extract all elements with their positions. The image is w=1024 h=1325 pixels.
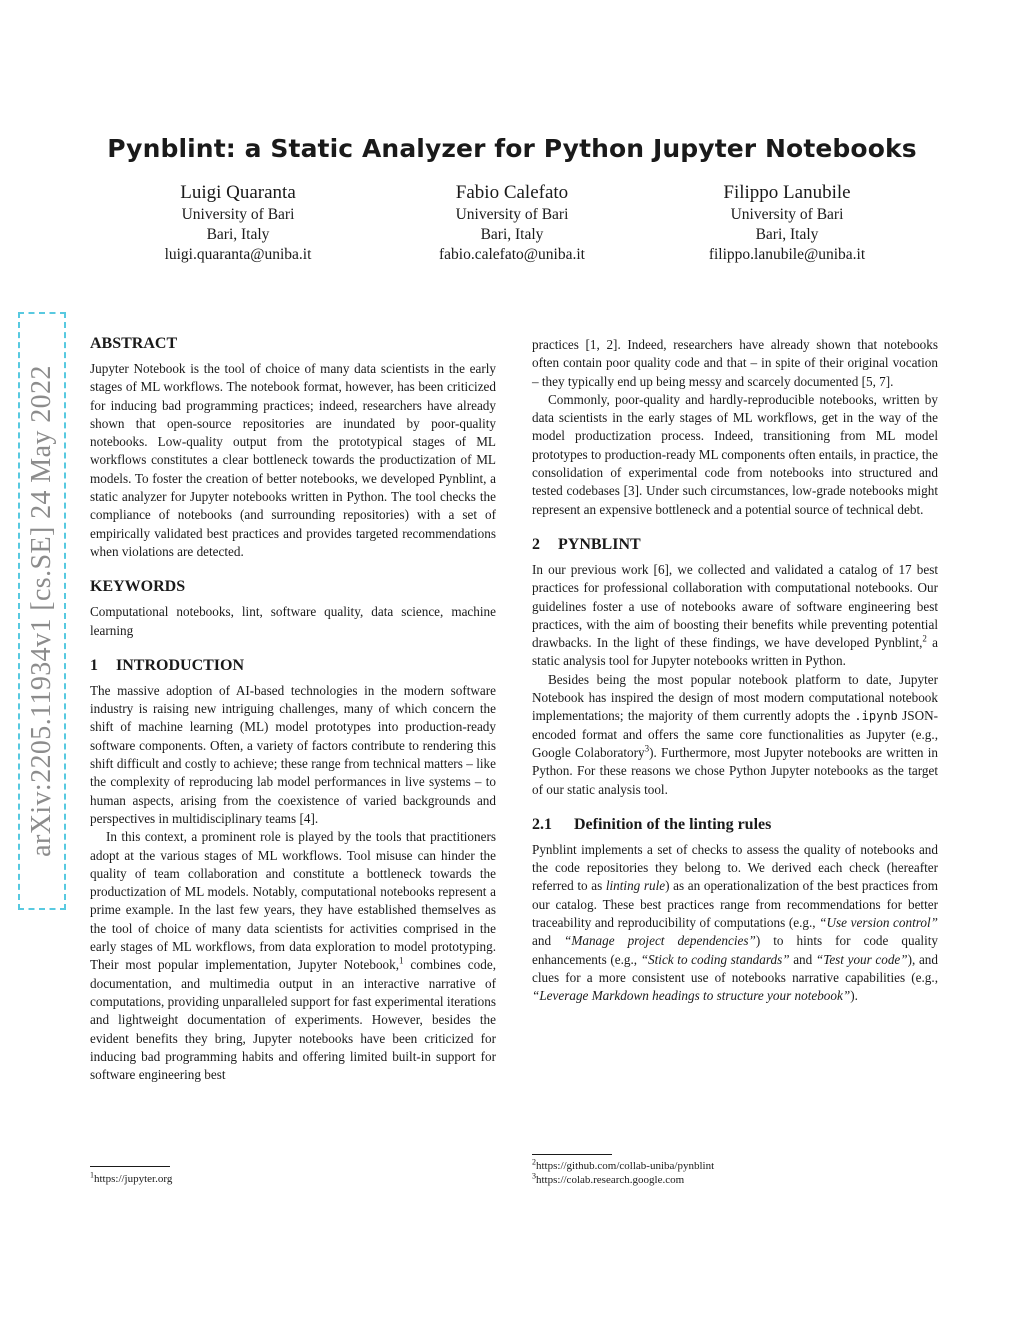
text-run: ), and clues for a more consistent use of notebooks narrative capabilities (e.g., [532,951,938,985]
arxiv-stamp-text: arXiv:2205.11934v1 [cs.SE] 24 May 2022 [26,365,58,857]
text-run: and [789,951,816,967]
emphasis: “Stick to coding standards” [640,951,790,967]
section-number: 2.1 [532,815,552,833]
author-block [88,181,388,265]
text-run: ) as an operationalization of the best practices from our catalog. These best practices range from recommendations for better traceability and reproducibility of computations (e.g., [532,878,939,931]
author-location: Bari, Italy [206,226,270,243]
footnote-ref[interactable]: 1 [399,955,404,966]
intro-paragraph-2 [90,828,496,1084]
text-run: Pynblint implements a set of checks to assess the quality of notebooks and the code repositories they belong to. We derived each check (hereafter referred to as [532,841,938,894]
section-title: PYNBLINT [558,535,641,553]
intro-paragraph-4: Commonly, poor-quality and hardly-reproducible notebooks, written by data scientists in the early stages of ML workflows, get in the way of the model productization process. Indeed, transitioning from ML model prototypes to production-ready ML components often entails, in practice, the consolidation of experimental code from notebooks into structured and tested codebases [3]. Under such circumstances, low-grade notebooks might represent an expensive bottleneck and a potential source of technical debt. [532,391,938,517]
footnote-divider [90,1166,170,1167]
footnote-mark: 3 [532,1171,536,1181]
section-number: 1 [90,656,98,674]
intro-paragraph-1: The massive adoption of AI-based technologies in the modern software industry is raising new intriguing challenges, many of which concern the shift of machine learning (ML) model prototypes into production-ready software components. Often, a variety of factors contribute to rendering this shift difficult and costly to achieve; these range from technical matters – like the complexity of reproducing lab model performances in live systems – to human aspects, arising from the coexistence of varied backgrounds and perspectives in multidisciplinary teams [4]. [90,682,496,826]
intro-heading [90,656,496,676]
author-name: Luigi Quaranta [180,182,296,203]
section-title: INTRODUCTION [116,656,245,674]
inline-code: .ipynb [854,709,898,724]
footnote-ref[interactable]: 2 [922,633,927,644]
author-email[interactable]: filippo.lanubile@uniba.it [708,246,866,263]
paper-title: Pynblint: a Static Analyzer for Python Jupyter Notebooks [107,134,917,163]
right-column [532,336,938,1006]
rules-heading [532,815,938,835]
author-email[interactable]: fabio.calefato@uniba.it [439,246,585,263]
text-run: Besides being the most popular notebook platform to date, Jupyter Notebook has inspired the design of most modern computational notebook implementations; the majority of them currently adopts the [532,671,938,724]
footnote-mark: 2 [532,1157,536,1167]
author-email[interactable]: luigi.quaranta@uniba.it [164,246,312,263]
author-affiliation: University of Bari [181,206,295,223]
author-location: Bari, Italy [755,226,819,243]
abstract-heading: ABSTRACT [90,335,178,352]
text-run: In our previous work [6], we collected and validated a catalog of 17 best practices for professional collaboration with computational notebooks. Our guidelines foster a use of notebooks aware of software engineering best practices, with the aim of boosting their benefits while preventing potential drawbacks. In the light of these findings, we have developed Pynblint, [532,561,938,651]
footnote-url[interactable]: https://jupyter.org [94,1173,173,1185]
text-run: ). [850,988,858,1004]
text-run: combines code, documentation, and multimedia output in an interactive narrative of computations, providing unparalleled support for fast experimental iterations and lightweight documentation of experiments. However, besides the evident benefits they bring, Jupyter notebooks have been criticized for inducing bad programming habits and offering limited built-in support for software engineering best [90,957,497,1083]
author-location: Bari, Italy [480,226,544,243]
left-column [90,334,496,1084]
rules-paragraph [532,841,938,1006]
author-affiliation: University of Bari [730,206,844,223]
text-run: ). Furthermore, most Jupyter notebooks are written in Python. For these reasons we chose Python Jupyter notebooks as the target of our static analysis tool. [532,744,939,797]
footnote-ref[interactable]: 3 [644,743,650,754]
pynblint-heading [532,535,938,555]
author-name: Filippo Lanubile [723,182,851,203]
text-run: In this context, a prominent role is played by the tools that practitioners adopt at the various stages of ML workflows. Tool misuse can hinder the quality of team collaboration and constitute a bottleneck towards the productization of ML models. Notably, computational notebooks represent a prime example. In the last few years, they have established themselves as the tool of choice of many data scientists for activities comprised in the early stages of ML workflows, from data exploration to model prototyping. Their most popular implementation, Jupyter Notebook, [90,829,496,973]
footnote-divider [532,1154,612,1155]
footnote-url[interactable]: https://colab.research.google.com [536,1174,685,1186]
author-affiliation: University of Bari [455,206,569,223]
text-run: a static analysis tool for Jupyter notebooks written in Python. [532,635,938,669]
author-block [362,181,662,265]
emphasis: “Manage project dependencies” [564,933,756,949]
abstract-text: Jupyter Notebook is the tool of choice of many data scientists in the early stages of ML workflows. The notebook format, however, has been criticized for inducing bad programming practices; indeed, researchers have already shown that open-source repositories are inundated by poor-quality notebooks. Low-quality output from the prototypical stages of ML workflows constitutes a clear bottleneck towards the productization of ML models. To foster the creation of better notebooks, we developed Pynblint, a static analyzer for Jupyter notebooks written in Python. The tool checks the compliance of notebooks (and surrounding repositories) with a set of empirically validated best practices and provides targeted recommendations when violations are detected. [90,361,496,559]
intro-paragraph-3: practices [1, 2]. Indeed, researchers have already shown that notebooks often contain poor quality code and that – in spite of their original vocation – they typically end up being messy and scarcely documented [5, 7]. [532,337,938,389]
pynblint-paragraph-1 [532,561,938,671]
section-title: Definition of the linting rules [574,815,772,833]
keywords-text: Computational notebooks, lint, software quality, data science, machine learning [90,604,496,638]
pynblint-paragraph-2 [532,671,938,799]
emphasis: linting rule [605,878,666,894]
keywords-heading: KEYWORDS [90,578,186,596]
footnote-url[interactable]: https://github.com/collab-uniba/pynblint [536,1160,715,1172]
section-number: 2 [532,535,540,553]
author-block [637,181,937,265]
emphasis: “Leverage Markdown headings to structure your notebook” [532,988,851,1004]
emphasis: “Use version control” [819,915,938,931]
footnote [90,1172,172,1186]
emphasis: “Test your code” [815,951,908,967]
author-name: Fabio Calefato [455,182,569,203]
text-run: ) to hints for code quality enhancements (e.g., [532,933,939,967]
text-run: JSON-encoded format and offers the same core functionalities as Jupyter (e.g., Google Colaboratory [532,708,939,760]
footnote [532,1173,684,1187]
text-run: and [532,933,565,949]
arxiv-stamp[interactable] [18,312,66,910]
footnote-mark: 1 [90,1170,94,1180]
footnote [532,1159,714,1173]
